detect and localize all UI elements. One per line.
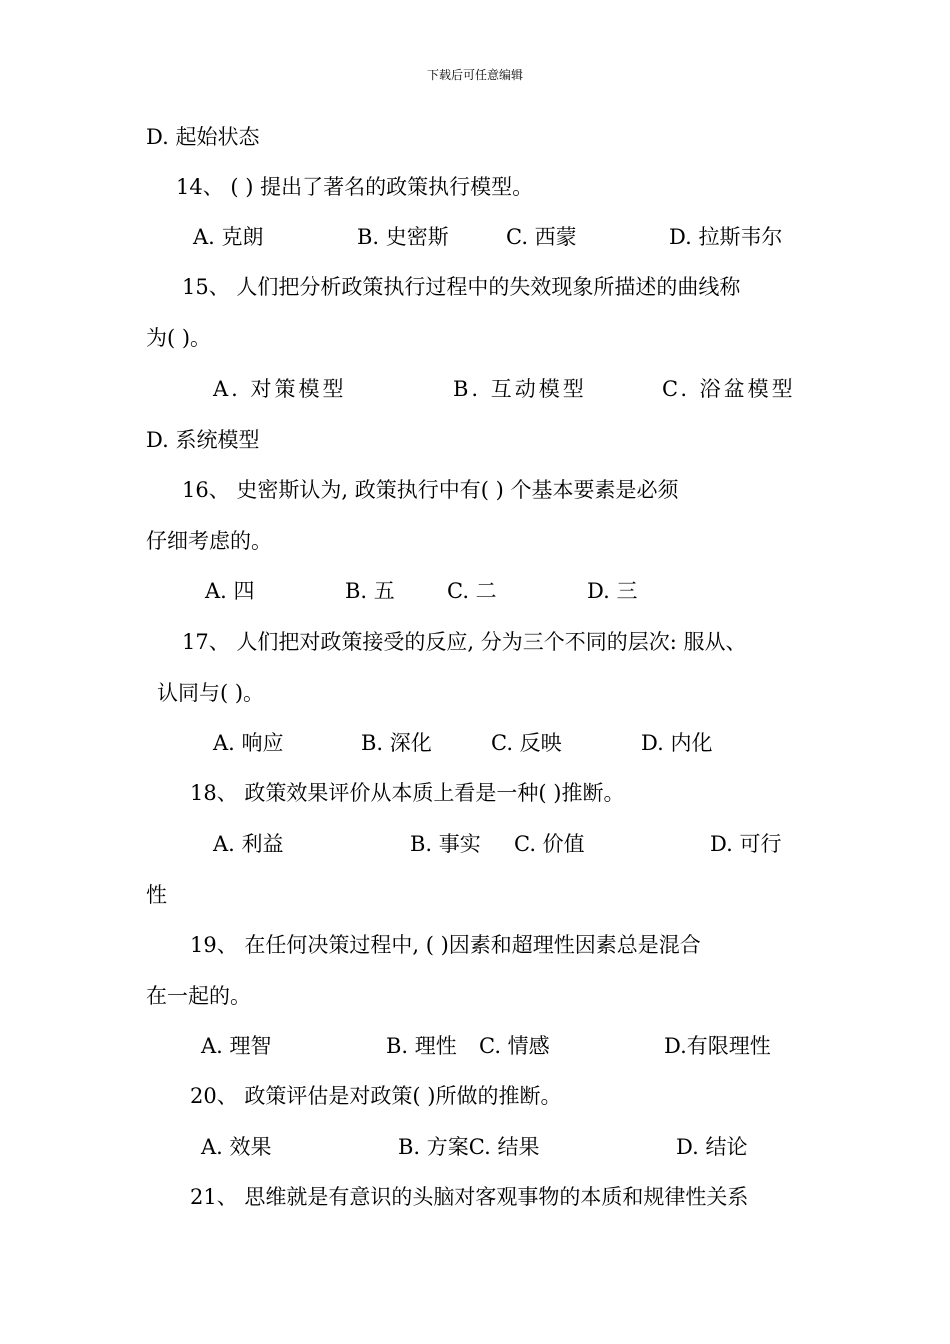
option-d-18: D. 可行 bbox=[710, 832, 782, 856]
option-a-17: A. 响应 bbox=[213, 731, 284, 755]
option-d-18-continued: 性 bbox=[146, 883, 167, 907]
option-c-19: C. 情感 bbox=[479, 1034, 550, 1058]
option-d-17: D. 内化 bbox=[641, 731, 713, 755]
question-17-line-2: 认同与( )。 bbox=[157, 681, 265, 705]
question-14: 14、 ( ) 提出了著名的政策执行模型。 bbox=[176, 175, 534, 199]
option-c-18: C. 价值 bbox=[514, 832, 585, 856]
option-d-20: D. 结论 bbox=[676, 1135, 748, 1159]
option-b-14: B. 史密斯 bbox=[357, 225, 449, 249]
option-a-18: A. 利益 bbox=[213, 832, 284, 856]
question-15-line-1: 15、 人们把分析政策执行过程中的失效现象所描述的曲线称 bbox=[182, 275, 741, 299]
page-header: 下载后可任意编辑 bbox=[426, 68, 523, 82]
option-a-14: A. 克朗 bbox=[193, 225, 264, 249]
question-18: 18、 政策效果评价从本质上看是一种( )推断。 bbox=[190, 781, 625, 805]
option-a-16: A. 四 bbox=[205, 579, 255, 603]
option-d-13: D. 起始状态 bbox=[146, 125, 260, 149]
option-d-16: D. 三 bbox=[587, 579, 638, 603]
option-c-16: C. 二 bbox=[447, 579, 497, 603]
question-16-line-1: 16、 史密斯认为, 政策执行中有( ) 个基本要素是必须 bbox=[182, 478, 679, 502]
option-c-15: C. 浴盆模型 bbox=[662, 377, 796, 401]
option-c-17: C. 反映 bbox=[491, 731, 562, 755]
option-a-15: A. 对策模型 bbox=[213, 377, 347, 401]
option-b-c-20: B. 方案C. 结果 bbox=[398, 1135, 540, 1159]
question-16-line-2: 仔细考虑的。 bbox=[146, 529, 272, 553]
option-b-17: B. 深化 bbox=[361, 731, 432, 755]
question-21-line-1: 21、 思维就是有意识的头脑对客观事物的本质和规律性关系 bbox=[190, 1185, 749, 1209]
option-a-20: A. 效果 bbox=[201, 1135, 272, 1159]
question-19-line-1: 19、 在任何决策过程中, ( )因素和超理性因素总是混合 bbox=[190, 933, 701, 957]
question-15-line-2: 为( )。 bbox=[146, 326, 212, 350]
question-19-line-2: 在一起的。 bbox=[146, 984, 251, 1008]
option-b-18: B. 事实 bbox=[410, 832, 481, 856]
option-c-14: C. 西蒙 bbox=[506, 225, 577, 249]
option-d-14: D. 拉斯韦尔 bbox=[669, 225, 783, 249]
option-b-19: B. 理性 bbox=[386, 1034, 457, 1058]
option-b-15: B. 互动模型 bbox=[453, 377, 587, 401]
question-17-line-1: 17、 人们把对政策接受的反应, 分为三个不同的层次: 服从、 bbox=[182, 630, 747, 654]
question-20: 20、 政策评估是对政策( )所做的推断。 bbox=[190, 1084, 562, 1108]
option-b-16: B. 五 bbox=[345, 579, 395, 603]
option-a-19: A. 理智 bbox=[201, 1034, 272, 1058]
option-d-15: D. 系统模型 bbox=[146, 428, 260, 452]
option-d-19: D.有限理性 bbox=[664, 1034, 771, 1058]
